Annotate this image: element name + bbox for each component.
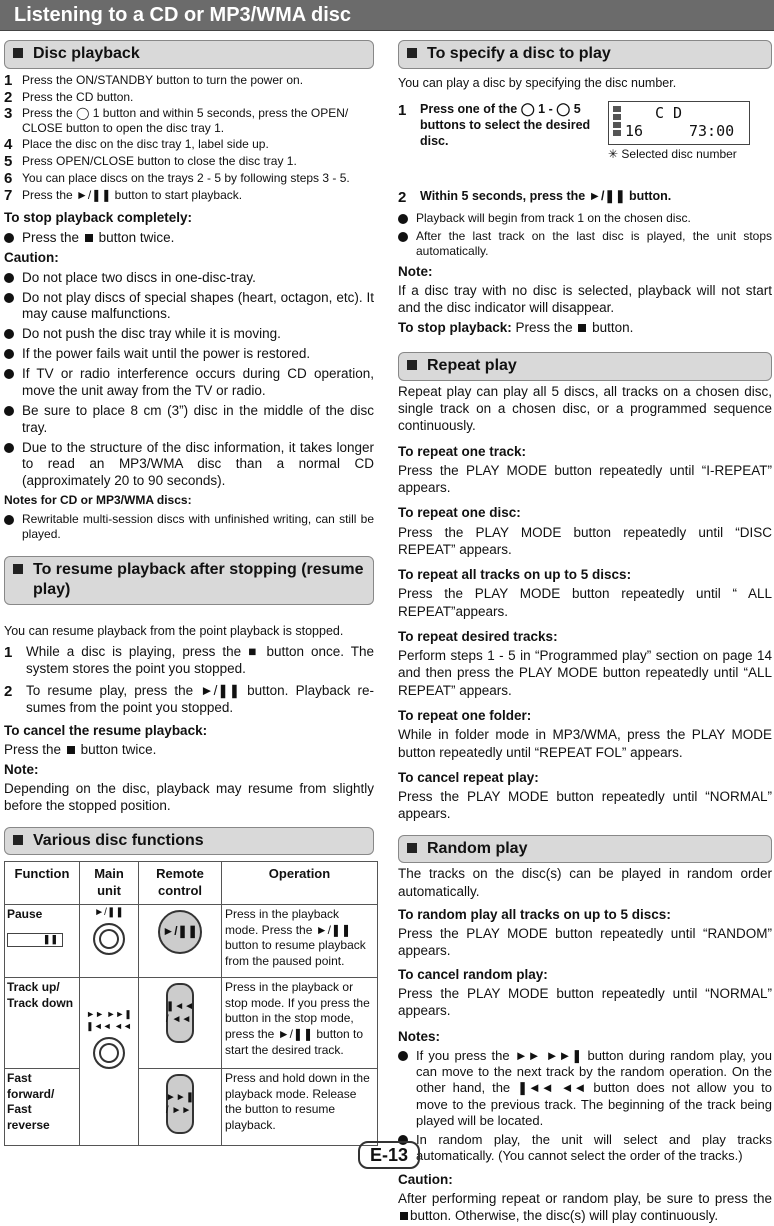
display-caption: ✳ Selected disc number — [608, 146, 737, 161]
section-specify-disc: To specify a disc to play — [398, 40, 772, 69]
specify-bullets — [398, 211, 772, 259]
section-resume: To resume playback after stopping (resume play) — [4, 556, 374, 606]
cancel-resume-text: Press the button twice. — [4, 742, 157, 758]
square-bullet-icon — [13, 564, 23, 574]
list-item: 7 Press the ►/❚❚ button to start playback. — [4, 186, 243, 204]
specify-note-text: If a disc tray with no disc is selected, playback will not start and the disc indicator will disappear. — [398, 283, 772, 316]
page-header — [0, 0, 774, 31]
list-item: Playback will begin from track 1 on the chosen disc. — [398, 211, 772, 226]
random-intro: The tracks on the disc(s) can be played in random order automatically. — [398, 866, 772, 899]
disc-display: C D 16 73:00 — [608, 101, 750, 145]
list-item: After the last track on the last disc is played, the unit stops automatically. — [398, 229, 772, 259]
caution-item: Due to the structure of the disc information, it takes longer to read an MP3/WMA disc than a normal CD (approximately 20 to 90 seconds). — [4, 440, 374, 491]
specify-note-title: Note: — [398, 263, 433, 279]
caution-item: If the power fails wait until the power is restored. — [4, 346, 374, 363]
section-repeat: Repeat play — [398, 352, 772, 381]
caution-item: Do not place two discs in one-disc-tray. — [4, 270, 374, 287]
notes-list — [4, 512, 374, 542]
table-row: Track up/ Track down ►► ►►❚ ❚◄◄ ◄◄ ❚◄◄ / ◄◄ Press in the playback or stop mode. If you press the button in the stop mode, press the ►/❚❚ button to start the desired track. — [5, 978, 378, 1069]
square-bullet-icon — [407, 360, 417, 370]
resume-intro: You can resume playback from the point playback is stopped. — [4, 624, 344, 639]
section-various: Various disc functions — [4, 827, 374, 856]
caution-item: Do not push the disc tray while it is moving. — [4, 326, 374, 343]
stop-icon — [578, 324, 586, 332]
caution-item: Do not play discs of special shapes (heart, octagon, etc). It may cause malfunctions. — [4, 290, 374, 324]
col-remote: Remote control — [139, 862, 222, 905]
caution-list — [4, 270, 374, 491]
notes-title: Notes for CD or MP3/WMA discs: — [4, 493, 192, 508]
disc-playback-steps — [4, 73, 374, 204]
table-row: Fast forward/ Fast reverse ►►❚ / ►► Press and hold down in the playback mode. Release the button to resume playback. — [5, 1069, 378, 1146]
remote-play-pause-button[interactable]: ►/❚❚ — [158, 910, 202, 954]
note-item: Rewritable multi-session discs with unfinished writing, can still be played. — [4, 512, 374, 542]
list-item: 1 While a disc is playing, press the ■ button once. The system stores the point you stopped. — [4, 644, 374, 677]
page-title: Listening to a CD or MP3/WMA disc — [14, 4, 352, 26]
stop-icon — [85, 234, 93, 242]
resume-steps — [4, 643, 374, 716]
random-caution-text: After performing repeat or random play, be sure to press the button. Otherwise, the disc(s) will play continuously. — [398, 1190, 772, 1224]
pause-display: ❚❚ — [7, 933, 63, 947]
list-item: To repeat one track: — [398, 443, 527, 459]
stop-icon — [67, 746, 75, 754]
section-random: Random play — [398, 835, 772, 864]
stop-bullet: Press the button twice. — [4, 230, 374, 247]
list-item: 4 Place the disc on the disc tray 1, label side up. — [4, 136, 269, 154]
specify-stop: To stop playback: Press the button. — [398, 319, 634, 335]
caution-item: Be sure to place 8 cm (3”) disc in the middle of the disc tray. — [4, 403, 374, 437]
remote-skip-back-button[interactable]: ❚◄◄ / ◄◄ — [166, 983, 194, 1043]
list-item: To cancel random play: — [398, 966, 548, 982]
square-bullet-icon — [407, 843, 417, 853]
page-number: E-13 — [358, 1141, 420, 1169]
specify-step1: 1 Press one of the ◯ 1 - ◯ 5 buttons to select the desired disc. C D 16 73:00 ✳ Selected disc number — [398, 101, 772, 163]
list-item: To repeat one folder: — [398, 708, 532, 723]
list-item: To random play all tracks on up to 5 discs: — [398, 906, 671, 922]
caution-title: Caution: — [4, 250, 59, 266]
note-item: In random play, the unit will select and play tracks automatically. (You cannot select the order of the tracks.) — [398, 1132, 772, 1165]
caution-item: If TV or radio interference occurs during CD operation, move the unit away from the TV or radio. — [4, 366, 374, 400]
repeat-intro: Repeat play can play all 5 discs, all tracks on a chosen disc, single track on a chosen disc, or a programmed sequence continuously. — [398, 383, 772, 434]
square-bullet-icon — [407, 48, 417, 58]
col-function: Function — [5, 862, 80, 905]
functions-table — [4, 861, 378, 1146]
list-item: 1 Press the ON/STANDBY button to turn the power on. — [4, 71, 304, 89]
stop-title: To stop playback completely: — [4, 210, 193, 226]
square-bullet-icon — [13, 48, 23, 58]
list-item: 2 Press the CD button. — [4, 88, 134, 106]
skip-knob[interactable] — [93, 1037, 125, 1069]
play-pause-knob[interactable] — [93, 923, 125, 955]
square-bullet-icon — [13, 835, 23, 845]
col-main-unit: Main unit — [80, 862, 139, 905]
note-item: If you press the ►► ►►❚ button during random play, you can move to the next track by the random operation. On the other hand, the ❚◄◄ ◄◄ button does not allow you to move to the previous track. The beginning of the track being played will be located. — [398, 1048, 772, 1129]
resume-note-title: Note: — [4, 761, 39, 777]
cancel-resume-title: To cancel the resume playback: — [4, 723, 208, 739]
col-operation: Operation — [222, 862, 378, 905]
resume-note-text: Depending on the disc, playback may resume from slightly before the stopped position. — [4, 781, 374, 814]
repeat-items: To repeat one track: Press the PLAY MODE button repeatedly until “I-REPEAT” appears. To repeat one disc: Press the PLAY MODE button repeatedly until “DISC REPEAT” appears. To repeat all tracks on up to 5 discs: Press the PLAY MODE button repeatedly until “ ALL REPEAT”appears. To repeat desired tracks: Perform steps 1 - 5 in “Programmed play” section on page 14 and then press the PLAY MODE button repeatedly until “ALL REPEAT” appears. To repeat one folder: While in folder mode in MP3/WMA, press the PLAY MODE button repeatedly until “REPEAT FOL” appears. To cancel repeat play: Press the PLAY MODE button repeatedly until “NORMAL” appears. — [398, 443, 772, 822]
list-item: To repeat all tracks on up to 5 discs: — [398, 567, 632, 583]
random-notes — [398, 1048, 772, 1165]
specify-intro: You can play a disc by specifying the disc number. — [398, 75, 677, 90]
left-column — [4, 40, 374, 1146]
list-item: 5 Press OPEN/CLOSE button to close the disc tray 1. — [4, 153, 297, 171]
random-items: To random play all tracks on up to 5 discs: Press the PLAY MODE button repeatedly until “RANDOM” appears. To cancel random play: Press the PLAY MODE button repeatedly until “NORMAL” appears. — [398, 906, 772, 1019]
list-item: To repeat one disc: — [398, 505, 521, 521]
table-row: Pause ❚❚ ►/❚❚ ►/❚❚ Press in the playback mode. Press the ►/❚❚ button to resume playback from the paused point. — [5, 905, 378, 978]
stop-icon — [400, 1212, 408, 1220]
right-column — [398, 40, 772, 1226]
list-item: 2 To resume play, press the ►/❚❚ button. Playback re-sumes from the point you stopped. — [4, 682, 374, 715]
remote-skip-forward-button[interactable]: ►►❚ / ►► — [166, 1074, 194, 1134]
list-item: To repeat desired tracks: — [398, 628, 558, 644]
list-item: 6 You can place discs on the trays 2 - 5 by following steps 3 - 5. — [4, 169, 350, 187]
random-notes-title: Notes: — [398, 1028, 441, 1044]
list-item: To cancel repeat play: — [398, 769, 539, 785]
section-disc-playback: Disc playback — [4, 40, 374, 69]
list-item: 3 Press the ◯ 1 button and within 5 seconds, press the OPEN/ CLOSE button to open the disc tray 1. — [4, 105, 349, 136]
random-caution-title: Caution: — [398, 1171, 453, 1187]
specify-step2: 2 Within 5 seconds, press the ►/❚❚ button. — [398, 189, 672, 207]
